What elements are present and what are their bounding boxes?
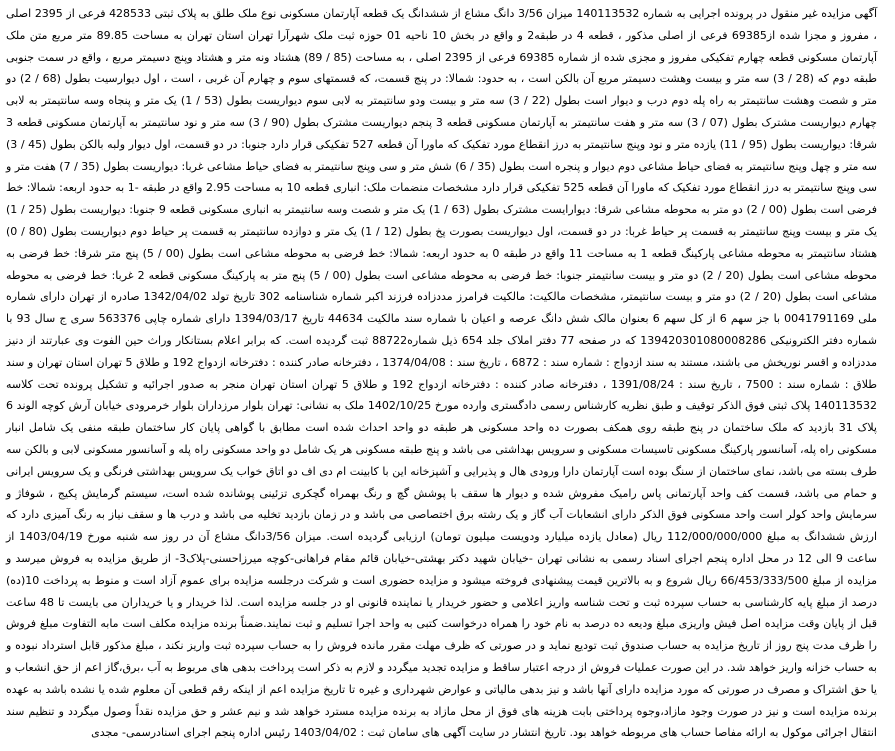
auction-notice-text: آگهی مزایده غیر منقول در پرونده اجرایی به شماره 140113532 میزان 3/56 دانگ مشاع از ششدانگ یک قطعه آپارتمان مسکونی نوع ملک طلق به پلاک ثبتی 428533 فرعی از 2395 اصلی ، مفروز و مجزا شده از69385 فرعی از اصلی مذکور ، قطعه 4 در طبقه2 و واقع در بخش 10 ناحیه 01 حوزه ثبت ملک شهرآرا تهران استان تهران به مساحت 89.85 متر مربع متن ملک آپارتمان مسکونی قطعه چهارم تفکیکی مفروز و مجزی شده از شماره 69385 فرعی از 2395 اصلی ، به مساحت (85 / 89) هشتاد ونه متر و هشتاد وپنج دسیمتر مربع ، واقع در سمت جنوبی طبقه دوم که (28 / 3) سه متر و بیست وهشت دسیمتر مربع آن بالکن است ، به حدود: شمالا: در پنج قسمت، که قسمتهای سوم و چهارم آن غربی ، است ، اول دیوارسیت بطول (68 / 2) دو متر و شصت وهشت سانتیمتر به راه پله دوم درب و دیوار است بطول (22 / 3) سه متر و بیست ودو سانتیمتر به لابی سوم دیواریست بطول (53 / 1) یک متر و پنجاه وسه سانتیمتر به لابی چهارم دیواریست مشترک بطول (07 / 3) سه متر و هفت سانتیمتر به آپارتمان مسکونی قطعه 3 پنجم دیواریست مشترک بطول (90 / 3) سه متر و نود سانتیمتر به آپارتمان مسکونی قطعه 3 شرقا: دیواریست بطول (95 / 11) یازده متر و نود وپنج سانتیمتر به درز انقطاع مورد تفکیک که ماورا آن قطعه 527 تفکیکی قرار دارد جنوبا: در دو قسمت، اول دیوار ولبه بالکن بطول (45 / 3) سه متر و چهل وپنج سانتیمتر به فضای حیاط مشاعی دوم دیوار و پنجره است بطول (35 / 6) شش متر و سی وپنج سانتیمتر به فضای حیاط مشاعی غربا: دیواریست بطول (35 / 7) هفت متر و سی وپنج سانتیمتر به درز انقطاع مورد تفکیک که ماورا آن قطعه 525 تفکیکی قرار دارد مشخصات منضمات ملک: انباری قطعه 10 به مساحت 2.95 واقع در طبقه -1 به حدود اربعه: شمالا: خط فرضی است بطول (00 / 2) دو متر به محوطه مشاعی شرقا: دیوارایست مشترک بطول (63 / 1) یک متر و شصت وسه سانتیمتر به انباری مسکونی قطعه 9 جنوبا: دیواریست بطول (25 / 1) یک متر و بیست وپنج سانتیمتر به قسمت پر حیاط غربا: در دو قسمت، اول دیواریست بصورت پخ بطول (12 / 1) یک متر و دوازده سانتیمتر به قسمت پر حیاط دوم دیواریست بطول (80 / 0) هشتاد سانتیمتر به محوطه مشاعی پارکینگ قطعه 1 به مساحت 11 واقع در طبقه 0 به حدود اربعه: شمالا: خط فرضی به محوطه مشاعی است بطول (00 / 5) پنج متر شرقا: خط فرضی به محوطه مشاعی است بطول (20 / 2) دو متر و بیست سانتیمتر جنوبا: خط فرضی به محوطه مشاعی است بطول (00 / 5) پنج متر به پارکینگ مسکونی قطعه 2 غربا: خط فرضی به محوطه مشاعی است بطول (20 / 2) دو متر و بیست سانتیمتر، مشخصات مالکیت: مالکیت فرامرز مددزاده فرزند اکبر شماره شناسنامه 302 تاریخ تولد 1342/04/02 صادره از تهران دارای شماره ملی 0041791169 با جز سهم 6 از کل سهم 6 بعنوان مالک شش دانگ عرصه و اعیان با شماره سند مالکیت 44634 تاریخ 1394/03/17 دارای شماره چاپی 563376 سری ج سال 93 با شماره دفتر الکترونیکی 139420301080008286 که در صفحه 77 دفتر املاک جلد 654 ذیل شماره88722 ثبت گردیده است. که برابر اعلام بستانکار وراث حین الفوت وی عبارتند از دنیز مددزاده و اقسر نوریخش می باشند، مستند به سند ازدواج : شماره سند : 6872 ، تاریخ سند : 1374/04/08 ، دفترخانه صادر کننده : دفترخانه ازدواج 192 و طلاق 5 تهران استان تهران و سند طلاق : شماره سند : 7500 ، تاریخ سند : 1391/08/24 ، دفترخانه صادر کننده : دفترخانه ازدواج 192 و طلاق 5 تهران استان تهران منجر به صدور اجرائیه و تشکیل پرونده تحت کلاسه 140113532 پلاک ثبتی فوق الذکر توقیف و طبق نظریه کارشناس رسمی دادگستری وارده مورخ 1402/10/25 ملک به نشانی: تهران بلوار مرزداران بلوار خرمرودی خیابان آرش کوچه الوند 6 پلاک 31 بازدید که ملک ساختمان در پنج طبقه روی همکف بصورت ده واحد مسکونی هر طبقه دو واحد احداث شده است مطابق با گواهی پایان کار ساختمان طبقه منفی یک شامل انبار مسکونی راه پله، آسانسور پارکینگ مسکونی تاسیسات مسکونی و سرویس بهداشتی می باشد و پنج طبقه مسکونی هر یک شامل دو واحد مسکونی راه پله و آسانسور مسکونی لابی و بالکن سه طرف بسته می باشد، نمای ساختمان از سنگ بوده است آپارتمان دارا ورودی هال و پذیرایی و آشپزخانه این با کابینت ام دی اف دو اتاق خواب یک سرویس بهداشتی فرنگی و یک سرویس ایرانی و حمام می باشد، قسمت کف واحد آپارتمانی پاس رامیک مفروش شده و دیوار ها سقف با پوشش گچ و رنگ بهمراه گچکری تزئینی پوشانده شده است، سیستم گرمایش پکیج ، شوفاژ و سرمایش واحد کولر است واحد مسکونی فوق الذکر دارای انشعابات آب گاز و یک رشته برق اختصاصی می باشد و در زمان بازدید تخلیه می باشد و درب ها و سقف نیاز به رنگ آمیزی دارد که ارزش ششدانگ به مبلغ 112/000/000/000 ریال (معادل یازده میلیارد ودویست میلیون تومان) ارزیابی گردیده است. میزان 3/56دانگ مشاع آن در روز سه شنبه مورخ 1403/04/19 از ساعت 9 الی 12 در محل اداره پنجم اجرای اسناد رسمی به نشانی تهران -خیابان شهید دکتر بهشتی-خیابان قائم مقام فراهانی-کوچه میرزاحسنی-پلاک3- از طریق مزایده به فروش میرسد و مزایده از مبلغ 66/453/333/500 ریال شروع و به بالاترین قیمت پیشنهادی فروخته میشود و مزایده حضوری است و شرکت درجلسه مزایده برای عموم آزاد است و منوط به پرداخت 10(ده) درصد از مبلغ پایه کارشناسی به حساب سپرده ثبت و تحت شناسه واریز اعلامی و حضور خریدار یا نماینده قانونی او در جلسه مزایده است. لذا خریدار و یا خریداران می بایست تا 48 ساعت قبل از پایان وقت مزایده اصل فیش واریزی مبلغ ودیعه ده درصد به نام خود را همراه درخواست کتبی به واحد اجرا تسلیم و ثبت نمایند.ضمناً برنده مزایده مکلف است مابه التفاوت مبلغ فروش را ظرف مدت پنج روز از تاریخ مزایده به حساب صندوق ثبت تودیع نماید و در صورتی که ظرف مهلت مقرر مانده فروش را به حساب سپرده ثبت واریز نکند ، مبلغ مذکور قابل استرداد نبوده و به حساب خزانه واریز خواهد شد. در این صورت عملیات فروش از درجه اعتبار ساقط و مزایده تجدید میگردد و لازم به ذکر است پرداخت بدهی های مربوط به آب ،برق،گاز اعم از حق انشعاب و یا حق اشتراک و مصرف در صورتی که مورد مزایده دارای آنها باشد و نیز بدهی مالیاتی و عوارض شهرداری و غیره تا تاریخ مزایده اعم از اینکه رقم قطعی آن معلوم شده یا نشده باشد به عهده برنده مزایده است و نیز در صورت وجود مازاد،وجوه پرداختی بابت هزینه های فوق از محل مازاد به برنده مزایده مسترد خواهد شد و نیم عشر و حق مزایده نقداً وصول میگردد و تنظیم سند انتقال اجرائی موکول به ارائه مفاصا حساب های مربوطه خواهد بود. تاریخ انتشار در سایت آگهی های سامان ثبت : 1403/04/02 رئیس اداره پنجم اجرای اسنادرسمی- مجدی [6, 7, 878, 740]
